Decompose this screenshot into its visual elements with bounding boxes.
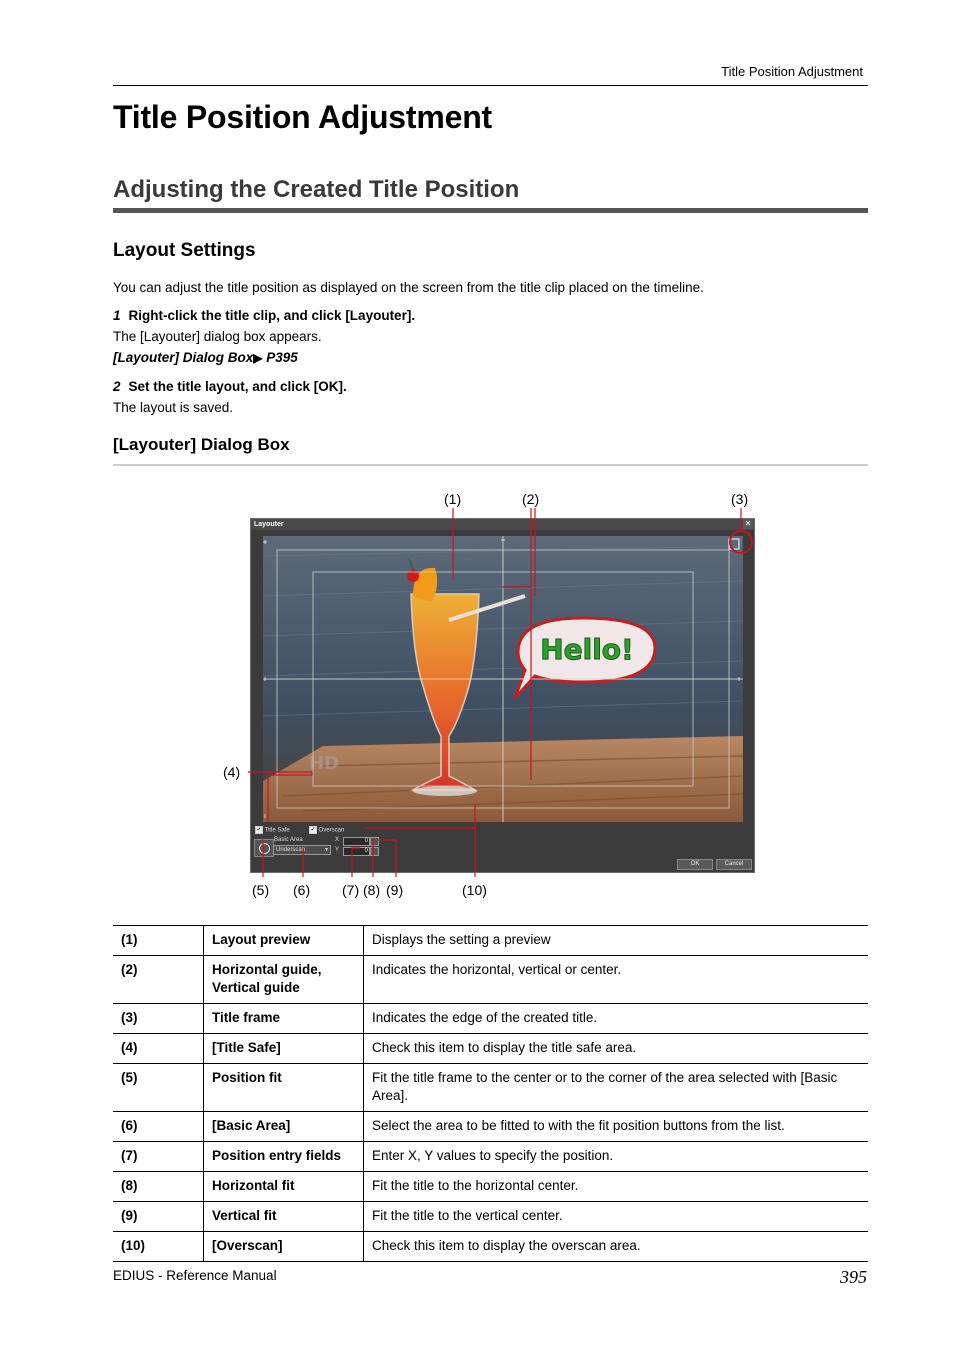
table-row [113,1064,868,1112]
intro-text: You can adjust the title position as displayed on the screen from the title clip placed on the timeline. [113,280,704,295]
table-row [113,1112,868,1142]
reference-page: P395 [266,350,298,365]
callout-7: (7) [342,882,360,898]
overscan-checkbox[interactable]: ✓ Overscan [310,827,345,834]
row-item: Horizontal fit [204,1172,364,1202]
row-number: (9) [113,1202,204,1232]
step-text: Set the title layout, and click [OK]. [128,379,347,394]
callout-9: (9) [386,882,404,898]
row-description: Fit the title to the horizontal center. [364,1172,869,1202]
table-row [113,1172,868,1202]
row-item: Title frame [204,1004,364,1034]
row-number: (8) [113,1172,204,1202]
basic-area-label: Basic Area [274,837,303,843]
ok-button[interactable]: OK [677,859,713,870]
callout-8: (8) [363,882,381,898]
table-row [113,1004,868,1034]
step-text: Right-click the title clip, and click [Layouter]. [128,308,416,323]
table-row [113,1142,868,1172]
row-number: (6) [113,1112,204,1142]
row-number: (10) [113,1232,204,1262]
row-number: (3) [113,1004,204,1034]
row-number: (5) [113,1064,204,1112]
table-row [113,956,868,1004]
x-label: X [335,837,340,843]
basic-area-value: Underscan [276,847,306,853]
row-description: Select the area to be fitted to with the fit position buttons from the list. [364,1112,869,1142]
step-number: 2 [113,379,121,394]
overscan-label: Overscan [318,827,345,834]
x-position-field[interactable]: 0 [343,837,370,846]
callout-10: (10) [462,882,487,898]
row-description: Displays the setting a preview [364,926,869,956]
callout-6: (6) [293,882,311,898]
y-position-field[interactable]: 0 [343,847,370,856]
running-head: Title Position Adjustment [721,64,863,79]
hd-watermark: HD [309,753,340,774]
subsection-heading: Layout Settings [113,240,256,261]
row-item: [Overscan] [204,1232,364,1262]
chevron-down-icon: ▾ [324,847,328,853]
table-row [113,1034,868,1064]
row-item: Position entry fields [204,1142,364,1172]
subsection-heading-dialog: [Layouter] Dialog Box [113,435,290,454]
callout-1: (1) [444,491,462,507]
row-item: Vertical fit [204,1202,364,1232]
row-number: (1) [113,926,204,956]
table-row [113,1232,868,1262]
row-item: [Basic Area] [204,1112,364,1142]
row-description: Indicates the edge of the created title. [364,1004,869,1034]
table-row [113,926,868,956]
row-description: Check this item to display the title safe area. [364,1034,869,1064]
footer-manual-name: EDIUS - Reference Manual [113,1268,277,1283]
page-number: 395 [840,1267,867,1287]
row-description: Indicates the horizontal, vertical or center. [364,956,869,1004]
title-safe-checkbox[interactable]: ✓ Title Safe [256,827,290,834]
callout-4: (4) [223,764,241,780]
dialog-title: Layouter [254,521,284,528]
row-description: Enter X, Y values to specify the position. [364,1142,869,1172]
reference-label: [Layouter] Dialog Box [113,350,254,365]
row-number: (7) [113,1142,204,1172]
step-number: 1 [113,308,121,323]
row-item: Horizontal guide, Vertical guide [204,956,364,1004]
y-label: Y [335,847,340,853]
row-item: Position fit [204,1064,364,1112]
callout-2: (2) [522,491,540,507]
step-1-result: The [Layouter] dialog box appears. [113,329,322,344]
row-item: Layout preview [204,926,364,956]
callout-5: (5) [252,882,270,898]
step-2-result: The layout is saved. [113,400,234,415]
row-number: (4) [113,1034,204,1064]
arrow-right-icon: ▶ [253,351,263,365]
row-number: (2) [113,956,204,1004]
page-title: Title Position Adjustment [113,99,493,135]
balloon-text: Hello! [540,633,634,666]
row-item: [Title Safe] [204,1034,364,1064]
row-description: Check this item to display the overscan area. [364,1232,869,1262]
description-table [113,925,868,1262]
close-icon[interactable]: ✕ [744,519,752,528]
row-description: Fit the title frame to the center or to the corner of the area selected with [Basic Area]. [364,1064,869,1112]
table-row [113,1202,868,1232]
callout-3: (3) [731,491,749,507]
cancel-button[interactable]: Cancel [716,859,752,870]
title-safe-label: Title Safe [264,827,290,834]
row-description: Fit the title to the vertical center. [364,1202,869,1232]
section-heading: Adjusting the Created Title Position [113,176,520,203]
